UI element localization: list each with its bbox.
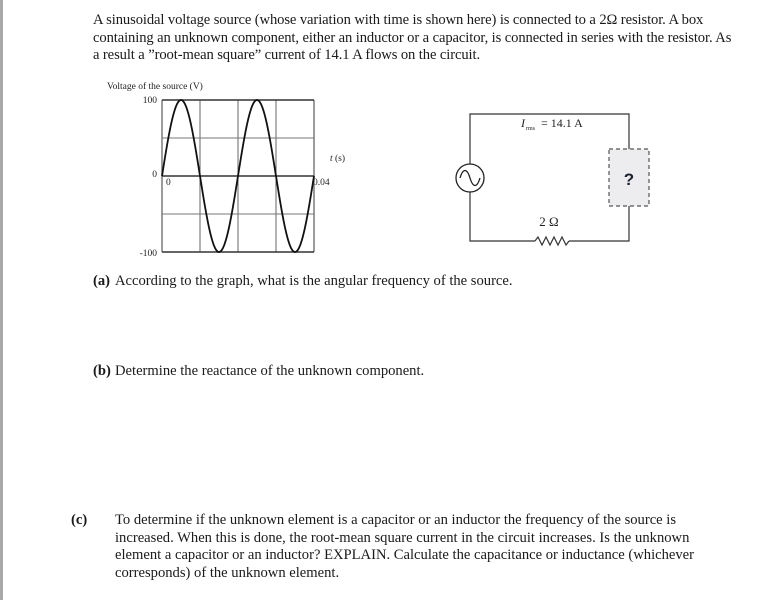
question-a-label: (a) (93, 273, 111, 289)
x-axis-label: t (s) (330, 154, 346, 164)
x-tick-zero: 0 (166, 178, 171, 188)
resistor-icon (535, 237, 569, 245)
question-c-label: (c) (71, 512, 88, 528)
y-tick-min: -100 (139, 249, 157, 259)
question-b (93, 363, 424, 381)
current-symbol: I (521, 116, 525, 130)
question-a (93, 273, 513, 291)
ac-source-icon (456, 164, 484, 192)
question-b-text: Determine the reactance of the unknown component. (115, 363, 425, 379)
y-tick-zero: 0 (152, 170, 157, 180)
y-tick-max: 100 (142, 96, 157, 106)
question-b-label: (b) (93, 363, 111, 379)
x-tick-max: 0.04 (313, 178, 330, 188)
question-c-text: To determine if the unknown element is a capacitor or an inductor the frequency of the source is increased. When this is done, the root-mean square current in the circuit increases. Is the unknown element a capacitor or an inductor? EXPLAIN. Calculate the capacitance or inductance (whichever corresponds) of the unknown element. (115, 512, 695, 581)
problem-intro: A sinusoidal voltage source (whose variation with time is shown here) is connected to a 2Ω resistor. A box containing an unknown component, either an inductor or a capacitor, is connected in series with the resistor. As a result a ”root-mean square” current of 14.1 A flows on the circuit. (93, 12, 732, 63)
current-subscript: rms (526, 126, 535, 132)
current-label (520, 116, 583, 132)
question-c (71, 512, 735, 582)
resistor-label: 2 Ω (539, 214, 559, 229)
chart-title: Voltage of the source (V) (107, 82, 203, 92)
question-a-text: According to the graph, what is the angular frequency of the source. (115, 273, 513, 289)
unknown-component-label: ? (623, 170, 635, 189)
current-value: = 14.1 A (541, 116, 583, 130)
